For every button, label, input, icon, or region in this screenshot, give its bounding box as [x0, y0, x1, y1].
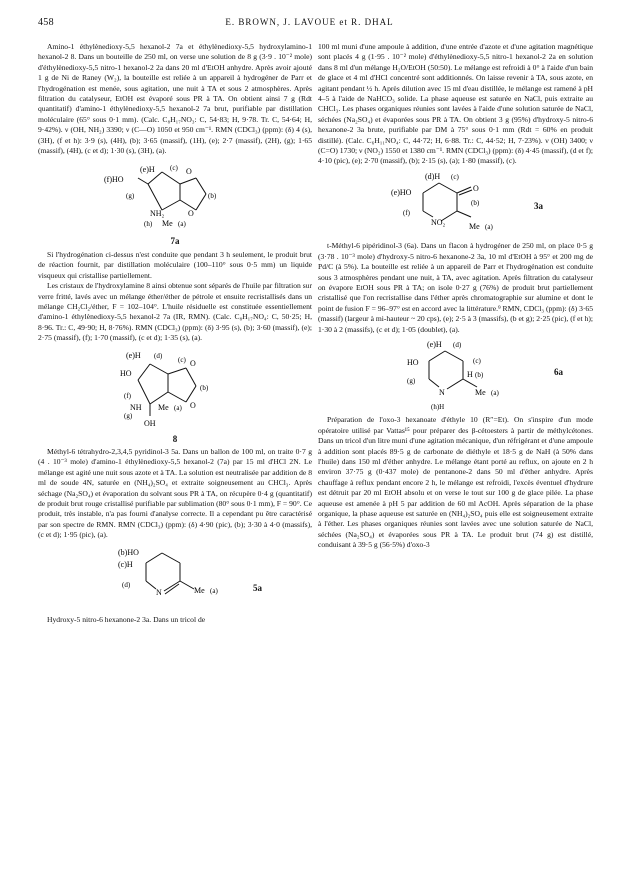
svg-text:NH₂: NH₂ [150, 209, 165, 219]
svg-text:(e)H: (e)H [426, 339, 442, 349]
svg-text:Me: Me [158, 402, 169, 412]
svg-text:N: N [438, 387, 445, 397]
structure-3a [381, 169, 531, 239]
svg-text:(e)H: (e)H [126, 350, 141, 360]
structure-7a [100, 158, 250, 232]
svg-text:(c): (c) [472, 356, 481, 365]
structure-6a [381, 337, 531, 413]
svg-text:(g): (g) [124, 411, 133, 420]
svg-text:N: N [156, 587, 162, 597]
page-number: 458 [38, 17, 54, 28]
svg-text:O: O [186, 167, 192, 177]
svg-text:H: H [466, 369, 473, 379]
svg-text:(c)H: (c)H [118, 559, 133, 569]
svg-text:(a): (a) [484, 222, 493, 231]
paragraph-hydrogenation-3h: Si l'hydrogénation ci-dessus n'est conduite que pendant 3 h seulement, le produit brut de réaction fournit, par distillation moléculaire (100–110° sous 0·5 mm) un liquide visqueux qui cristallise partiellement. [38, 249, 312, 280]
label-5a: 5a [253, 582, 262, 593]
svg-text:O: O [190, 358, 196, 368]
svg-text:OH: OH [144, 418, 156, 428]
svg-text:(a): (a) [490, 388, 499, 397]
running-head-authors: E. BROWN, J. LAVOUE et R. DHAL [225, 17, 394, 27]
svg-text:(e)H: (e)H [140, 165, 155, 175]
svg-text:(e)HO: (e)HO [390, 187, 411, 197]
label-7a: 7a [170, 236, 180, 247]
paragraph-5a: Méthyl-6 tétrahydro-2,3,4,5 pyridinol-3 5a. Dans un ballon de 100 ml, on traite 0·7 g (4 . 10⁻³ mole) d'amino-1 éthylènedioxy-5,5 hexanol-2 (7a) par 15 ml d'HCl 2N. Le mélange est agité une nuit sous azote et à TA. La solution est neutralisée par addition de 8 ml de soude 4N, saturée en (NH₄)₂SO₄ et extraite soigneusement au CHCl₃. Après séchage (Na₂SO₄) et évaporation du solvant sous PR à TA, on récupère 0·4 g (quantitatif) de produit brut rouge cristallisé purifiable par sublimation (80° sous 0·1 mm), F = 90°. Ce produit, très instable, n'a pas fourni d'analyse correcte. Il a cependant pu être caractérisé par son spectre de RMN. RMN (CDCl₃) (ppm): (δ) 4·90 (pic), (b); 3·30 à 4·0 (massifs), (c et d); 1·95 (pic), (a). [38, 446, 312, 540]
svg-text:(g): (g) [406, 376, 415, 385]
svg-text:(b): (b) [200, 383, 209, 392]
svg-text:(c): (c) [170, 164, 178, 173]
svg-text:(d): (d) [154, 351, 163, 360]
svg-text:(b): (b) [474, 370, 483, 379]
svg-text:Me: Me [194, 585, 205, 595]
svg-text:(b): (b) [470, 198, 479, 207]
label-3a: 3a [534, 200, 543, 211]
svg-text:(g): (g) [126, 192, 135, 201]
svg-text:HO: HO [120, 368, 132, 378]
svg-text:Me: Me [162, 219, 173, 229]
svg-text:Me: Me [474, 387, 486, 397]
svg-text:(d)H: (d)H [424, 171, 440, 181]
right-column [318, 42, 593, 551]
svg-text:(d): (d) [452, 340, 461, 349]
svg-text:(b)HO: (b)HO [118, 547, 139, 557]
svg-text:HO: HO [406, 357, 419, 367]
paragraph-6a: t-Méthyl-6 pipéridinol-3 (6a). Dans un flacon à hydrogéner de 250 ml, on place 0·5 g (3·78 . 10⁻³ mole) d'hydroxy-5 nitro-6 hexanone-2 3a, 10 ml d'EtOH à 95° et 200 mg de Pd/C (à 5%). La bouteille est reliée à un appareil de Parr et l'hydrogénation est conduite sous 3 atmosphères pendant une nuit, à TA, avec agitation. Après filtration du catalyseur on évapore EtOH sous PR à TA; on isole 0·27 g (76%) de produit brut partiellement cristallisé que l'on recristallise dans l'éther après chromatographie sur alumine et dont le point de fusion F = 96–97° est en accord avec la littérature.⁹ RMN, CDCl₃ (ppm): (δ) 3·65 (massif) (largeur à mi-hauteur ~ 20 cps), (e); 2·5 à 3 (massifs), (b et g); 2·25 (pic), (f et h); 1·30 à 2 (massifs), (c et d); 1·05 (doublet), (a). [318, 241, 593, 334]
svg-text:Me: Me [468, 221, 480, 231]
paragraph-hydroxylamine-8: Les cristaux de l'hydroxylamine 8 ainsi obtenue sont séparés de l'huile par filtration sur verre fritté, lavés avec un mélange éther/éther de pétrole et ensuite recristallisés dans un mélange CH₂Cl₂/éther, F = 102–104°. L'huile résiduelle est constituée essentiellement d'amino-1 éthylènedioxy-5,5 hexanol-2 7a (IR, RMN). (Calc. C₈H₁₇NO₄: C, 50·25; H, 8·96. Tr.: C, 49·90; H, 8·76%). RMN (CDCl₃) (ppm): (δ) 3·95 (s), (b); 3·60 (massif), (e); 2·75 (massif), (f); 1·70 (massif), (c et d); 1·35 (s), (a). [38, 281, 312, 343]
svg-text:(d): (d) [122, 580, 131, 589]
svg-text:(h): (h) [144, 220, 153, 229]
svg-text:(f): (f) [124, 391, 131, 400]
paragraph-ester-10: Préparation de l'oxo-3 hexanoate d'éthyle 10 (R″=Et). On s'inspire d'un mode opératoire utilisé par Vattas¹⁵ pour préparer des β-cétoesters à partir de méthylcétones. Dans un tricol d'un litre muni d'une agitation mécanique, d'un réfrigérant et d'une ampoule à addition sont placés 89·5 g de carbonate de diéthyle et 18·5 g de NaH (à 50% dans l'huile) dans 150 ml d'éther anhydre. Le mélange étant porté au reflux, on ajoute en 2 h environ 37·75 g (0·437 mole) de pentanone-2 dans 50 ml d'éther anhydre. Après chauffage à reflux pendant encore 2 h, le mélange est refroidi, l'excès éventuel d'hydrure est détruit par 20 ml EtOH absolu et on verse le tout sur 100 g de glace pilée. La phase aqueuse est amenée à pH 5 par addition de 60 ml AcOH. Après séparation de la phase organique, la phase aqueuse est saturée en (NH₄)₂SO₄ puis elle est soigneusement extraite à l'éther. Les phases organiques réunies sont lavées avec une solution saturée de NaCl, séchées (Na₂SO₄) et évaporées sous PR à TA. Le produit brut (74 g) est distillé, conduisant à 39·5 g (56·5%) d'oxo-3 [318, 415, 593, 550]
svg-text:(a): (a) [210, 586, 218, 595]
label-6a: 6a [554, 366, 563, 377]
paragraph-7a-8: Amino-1 éthylènedioxy-5,5 hexanol-2 7a et éthylènedioxy-5,5 hydroxylamino-1 hexanol-2 8. Dans un bouteille de 250 ml, on verse une solution de 8 g (3·9 . 10⁻² mole) d'éthylènedioxy-5,5 nitro-1 hexanol-2 2a dans 20 ml d'EtOH anhydre. Après avoir ajouté 1 g de Ni de Raney (W₂), la bouteille est reliée à un appareil à hydrogéner de Parr et l'hydrogénation est menée, sous agitation, une nuit à TA et sous 2 atmosphères. Après filtration du catalyseur, EtOH est évaporé sous PR à TA. On obtient ainsi 7 g (Rdt quantitatif) d'amino-1 éthylènedioxy-5,5 hexanol-2 7a brut, purifiable par distillation moléculaire (65° sous 0·1 mm). (Calc. C₈H₁₇NO₃: C, 54·83; H, 9·78. Tr. C, 54·64; H, 9·42%). ν (OH, NH₂) 3390; ν (C—O) 1050 et 950 cm⁻¹. RMN (CDCl₃) (ppm): (δ) 4 (s), (3H), (f et h): 3·9 (s), (4H), (b); 3·65 (massif), (1H), (e); 2·7 (massif), (2H), (g); 1·65 (massif), (4H), (c et d); 1·30 (s), (3H), (a). [38, 42, 312, 156]
svg-text:(a): (a) [174, 403, 182, 412]
structure-8 [100, 346, 250, 430]
svg-text:(c): (c) [178, 355, 186, 364]
paragraph-3a-cont: 100 ml muni d'une ampoule à addition, d'une entrée d'azote et d'une agitation magnétique sont placés 4 g (1·95 . 10⁻² mole) d'éthylènedioxy-5,5 nitro-1 hexanol-2 2a en solution dans 8 ml d'un mélange H₂O/EtOH (50:50). Le mélange est refroidi à 0° à l'aide d'un bain de glace et 4 ml d'HCl concentré sont additionnés. On laisse revenir à TA, sous azote, en agitant pendant ½ h. Après dilution avec 15 ml d'eau distillée, le mélange est ramené à pH 4–5 à l'aide de NaHCO₃ solide. La phase aqueuse est saturée en NaCl, puis extraite au CHCl₃. Les phases organiques réunies sont lavées à l'aide d'une solution saturée de NaCl, séchées (Na₂SO₄) et évaporées sous PR à TA. On obtient 3 g (95%) d'hydroxy-5 nitro-6 hexanone-2 3a brute, purifiable par DM à 75° sous 0·1 mm (Rdt = 60% en produit distillé). (Calc. C₆H₁₁NO₄: C, 44·72; H, 6·88. Tr.: C, 44·52; H, 7·23%). ν (OH) 3400; ν (C=O) 1730; ν (NO₂) 1550 et 1380 cm⁻¹. RMN (CDCl₃) (ppm): (δ) 4·45 (massif), (d et f); 4·10 (pic), (e); 2·70 (massif), (b); 2·15 (s), (a); 1·80 (massif), (c). [318, 42, 593, 166]
svg-text:NO₂: NO₂ [430, 217, 445, 227]
svg-text:NH: NH [130, 402, 142, 412]
paragraph-3a-start: Hydroxy-5 nitro-6 hexanone-2 3a. Dans un tricol de [47, 615, 206, 624]
label-8: 8 [172, 433, 178, 444]
svg-text:(h)H: (h)H [430, 402, 444, 411]
svg-text:O: O [472, 183, 479, 193]
svg-text:(f)HO: (f)HO [104, 175, 124, 185]
svg-text:(b): (b) [208, 192, 217, 201]
running-header [38, 17, 581, 31]
svg-text:(f): (f) [402, 208, 410, 217]
svg-text:O: O [188, 209, 194, 219]
left-column [38, 42, 312, 625]
structure-5a [100, 543, 250, 609]
svg-text:(a): (a) [178, 220, 186, 229]
svg-text:(c): (c) [450, 172, 459, 181]
svg-text:O: O [190, 400, 196, 410]
